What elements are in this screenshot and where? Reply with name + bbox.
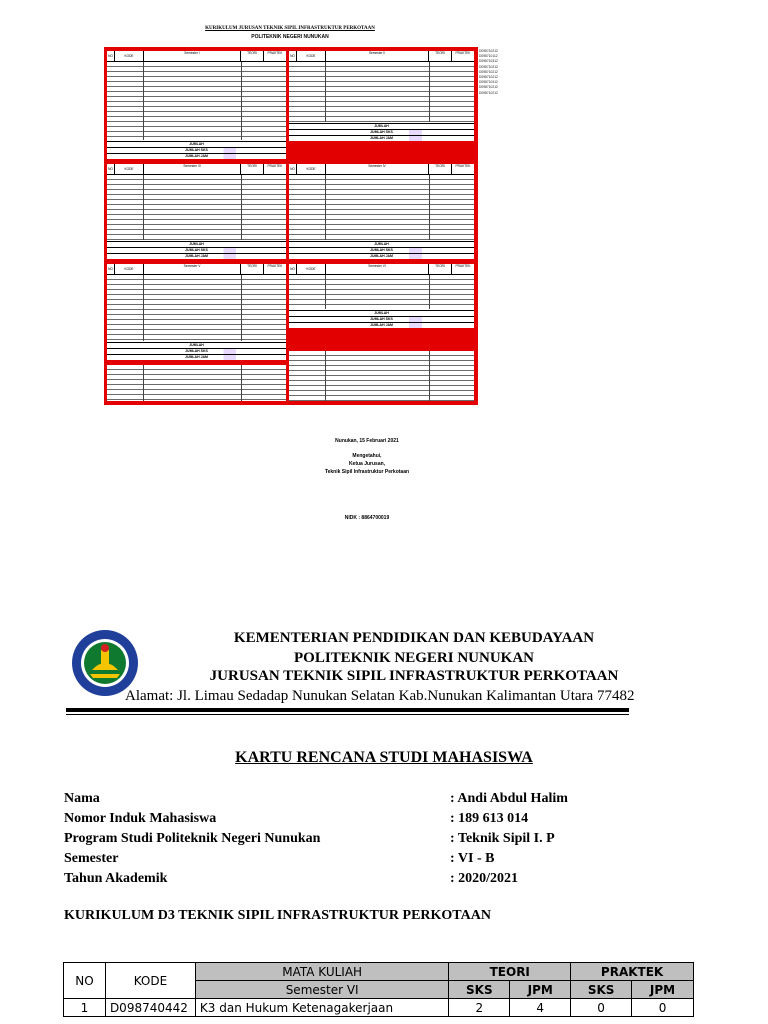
info-row-nama xyxy=(64,791,704,811)
jumlah-jam-label: JUMLAH JAM xyxy=(289,135,474,141)
cell-no: 1 xyxy=(64,999,106,1017)
jumlah-jam-label: JUMLAH JAM xyxy=(289,322,474,328)
semester-label: Semester V xyxy=(144,264,241,274)
curriculum-title: KURIKULUM D3 TEKNIK SIPIL INFRASTRUKTUR PERKOTAAN xyxy=(64,908,491,923)
sign-date: Nunukan, 15 Februari 2021 xyxy=(335,438,399,444)
cell-kode: D098740442 xyxy=(105,999,195,1017)
semester-panel: NO KODE Semester VI TEORI PRAKTEK JUMLAH JUMLAH SKS JUMLAH JAM xyxy=(289,264,474,328)
cell-teori-sks: 2 xyxy=(449,999,510,1017)
jumlah-label: JUMLAH xyxy=(107,342,286,348)
info-value: : 189 613 014 xyxy=(450,811,529,826)
col-header-teori-sks: SKS xyxy=(449,981,510,999)
semester-panel: NO KODE Semester V TEORI PRAKTEK JUMLAH JUMLAH SKS JUMLAH JAM xyxy=(107,264,286,360)
info-label: Nama xyxy=(64,791,100,806)
semester-label: Semester II xyxy=(326,51,429,61)
info-label: Nomor Induk Mahasiswa xyxy=(64,811,217,826)
side-code: D098710312 xyxy=(479,59,498,64)
jumlah-sks-label: JUMLAH SKS xyxy=(107,147,286,153)
sign-nidk: NIDK : 8864700019 xyxy=(344,515,390,521)
semester-panel: NO KODE Semester III TEORI PRAKTEK JUMLAH JUMLAH SKS JUMLAH JAM xyxy=(107,164,286,259)
info-value: : 2020/2021 xyxy=(450,871,519,886)
semester-label: Semester I xyxy=(144,51,241,61)
col-header-praktek-jpm: JPM xyxy=(632,981,694,999)
semester-label: Semester IV xyxy=(326,164,429,174)
jumlah-jam-label: JUMLAH JAM xyxy=(107,153,286,159)
cell-mata-kuliah: K3 dan Hukum Ketenagakerjaan xyxy=(195,999,448,1017)
side-code-list xyxy=(479,49,498,96)
semester-panel: NO KODE Semester I TEORI PRAKTEK JUMLAH JUMLAH SKS JUMLAH JAM xyxy=(107,51,286,159)
info-label: Tahun Akademik xyxy=(64,871,168,886)
sign-ketua: Ketua Jurusan, xyxy=(348,461,386,467)
kop-department: JURUSAN TEKNIK SIPIL INFRASTRUKTUR PERKOTAAN xyxy=(209,668,619,684)
kop-institution: POLITEKNIK NEGERI NUNUKAN xyxy=(293,650,535,666)
sheet-subtitle: POLITEKNIK NEGERI NUNUKAN xyxy=(251,34,329,40)
col-header-teori: TEORI xyxy=(449,963,571,981)
side-code: D098710412 xyxy=(479,80,498,85)
col-header-teori-jpm: JPM xyxy=(510,981,571,999)
krs-title: KARTU RENCANA STUDI MAHASISWA xyxy=(235,749,533,766)
jumlah-label: JUMLAH xyxy=(107,141,286,147)
side-code: D098710212 xyxy=(479,64,498,69)
totals-panel xyxy=(289,351,474,401)
info-value: : Andi Abdul Halim xyxy=(450,791,568,806)
sign-mengetahui: Mengetahui, xyxy=(352,453,382,459)
info-value: : VI - B xyxy=(450,851,495,866)
side-code: D098710212 xyxy=(479,49,498,53)
col-header-semester: Semester VI xyxy=(195,981,448,999)
semester-panel: NO KODE Semester II TEORI PRAKTEK JUMLAH JUMLAH SKS JUMLAH JAM xyxy=(289,51,474,141)
jumlah-sks-label: JUMLAH SKS xyxy=(289,247,474,253)
sheet-title: KURIKULUM JURUSAN TEKNIK SIPIL INFRASTRUKTUR PERKOTAAN xyxy=(205,26,375,31)
jumlah-label: JUMLAH xyxy=(289,310,474,316)
cell-teori-jpm: 4 xyxy=(510,999,571,1017)
col-header-no: NO xyxy=(64,963,106,999)
kop-address: Alamat: Jl. Limau Sedadap Nunukan Selatan Kab.Nunukan Kalimantan Utara 77482 xyxy=(125,688,635,704)
sign-jurusan: Teknik Sipil Infrastruktur Perkotaan xyxy=(324,469,410,475)
jumlah-sks-label: JUMLAH SKS xyxy=(107,348,286,354)
side-code: D098710212 xyxy=(479,85,498,90)
kop-ministry: KEMENTERIAN PENDIDIKAN DAN KEBUDAYAAN xyxy=(233,630,595,646)
col-header-kode: KODE xyxy=(105,963,195,999)
jumlah-sks-label: JUMLAH SKS xyxy=(107,247,286,253)
info-row-semester xyxy=(64,851,704,871)
kop-divider-thin xyxy=(66,714,629,715)
cell-praktek-sks: 0 xyxy=(571,999,632,1017)
info-row-nim xyxy=(64,811,704,831)
col-header-praktek: PRAKTEK xyxy=(571,963,694,981)
jumlah-jam-label: JUMLAH JAM xyxy=(107,253,286,259)
info-label: Semester xyxy=(64,851,119,866)
semester-label: Semester VI xyxy=(326,264,429,274)
side-code: D098710212 xyxy=(479,90,498,95)
jumlah-sks-label: JUMLAH SKS xyxy=(289,129,474,135)
cell-praktek-jpm: 0 xyxy=(632,999,694,1017)
kop-divider-thick xyxy=(66,708,629,712)
col-header-praktek-sks: SKS xyxy=(571,981,632,999)
notes-panel xyxy=(107,365,286,401)
semester-panel: NO KODE Semester IV TEORI PRAKTEK JUMLAH JUMLAH SKS JUMLAH JAM xyxy=(289,164,474,259)
jumlah-jam-label: JUMLAH JAM xyxy=(289,253,474,259)
side-code: D098710112 xyxy=(479,54,498,59)
table-row xyxy=(64,999,694,1017)
jumlah-label: JUMLAH xyxy=(107,241,286,247)
info-value: : Teknik Sipil I. P xyxy=(450,831,555,846)
krs-table xyxy=(63,962,694,1017)
side-code: D098710212 xyxy=(479,69,498,74)
semester-label: Semester III xyxy=(144,164,241,174)
side-code: D098710212 xyxy=(479,75,498,80)
jumlah-label: JUMLAH xyxy=(289,123,474,129)
col-header-mata-kuliah: MATA KULIAH xyxy=(195,963,448,981)
info-row-tahun xyxy=(64,871,704,891)
jumlah-sks-label: JUMLAH SKS xyxy=(289,316,474,322)
jumlah-jam-label: JUMLAH JAM xyxy=(107,354,286,360)
curriculum-sheet xyxy=(104,47,478,405)
jumlah-label: JUMLAH xyxy=(289,241,474,247)
info-row-prodi xyxy=(64,831,704,851)
info-label: Program Studi Politeknik Negeri Nunukan xyxy=(64,831,321,846)
